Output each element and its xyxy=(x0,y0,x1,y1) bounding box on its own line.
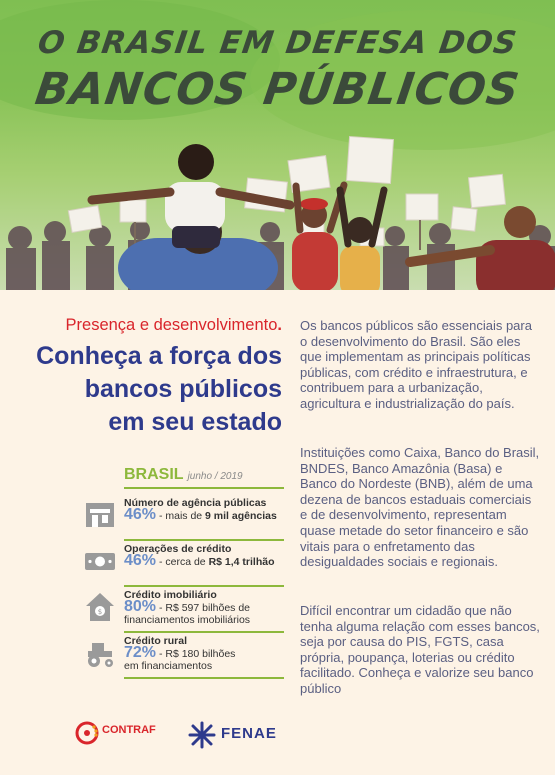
stat-rural xyxy=(84,635,284,673)
house-money-icon xyxy=(84,591,116,623)
stats-date: junho / 2019 xyxy=(187,471,243,482)
fenae-logo-text: FENAE xyxy=(221,725,277,742)
divider xyxy=(124,677,284,679)
divider xyxy=(124,585,284,587)
divider xyxy=(124,631,284,633)
hero-illustration xyxy=(0,0,555,290)
stat-label: Número de agência públicas xyxy=(124,497,267,509)
fenae-logo xyxy=(187,720,217,750)
paragraph-3: Difícil encontrar um cidadão que não tenha alguma relação com esses bancos, seja por causa do PIS, FGTS, casa própria, poupança, loterias ou crédito facilitado. Conheça e valorize seu banco público xyxy=(300,603,540,696)
stat-imobiliario xyxy=(84,589,284,627)
stat-label: Crédito rural xyxy=(124,635,188,647)
heading-line2: bancos públicos xyxy=(84,375,282,403)
money-bill-icon xyxy=(84,545,116,577)
contraf-logo-text: CONTRAF xyxy=(102,724,156,736)
stat-operacoes xyxy=(84,543,284,581)
hero-title-line1: O BRASIL EM DEFESA DOS xyxy=(35,25,520,61)
bank-building-icon xyxy=(84,499,116,531)
stat-agencias xyxy=(84,497,284,535)
stat-value: 46% - mais de 9 mil agências xyxy=(124,506,277,523)
subtitle-presenca xyxy=(0,316,282,335)
divider xyxy=(124,539,284,541)
stats-region: BRASIL xyxy=(124,466,184,483)
main-heading xyxy=(0,340,282,439)
hero-title-line2: BANCOS PÚBLICOS xyxy=(32,64,523,115)
footer-logos xyxy=(75,718,295,752)
stat-value: 80% - R$ 597 bilhões de financiamentos imobiliários xyxy=(124,598,251,626)
stat-label: Crédito imobiliário xyxy=(124,589,217,601)
paragraph-2: Instituições como Caixa, Banco do Brasil, BNDES, Banco Amazônia (Basa) e Banco do Nordeste (BNB), além de uma dezena de bancos estaduais comerciais e de desenvolvimento, representam quase metade do setor financeiro e são vitais para o enfretamento das desigualdades sociais e regionais. xyxy=(300,445,540,570)
stat-label: Operações de crédito xyxy=(124,543,232,555)
tractor-icon xyxy=(84,637,116,669)
heading-line1: Conheça a força dos xyxy=(36,342,282,370)
svg-text:$: $ xyxy=(97,608,103,616)
heading-line3: em seu estado xyxy=(108,408,282,436)
stats-panel xyxy=(84,466,284,673)
presenca-dot: . xyxy=(277,316,282,334)
stats-header xyxy=(84,466,284,489)
stat-value: 72% - R$ 180 bilhões em financiamentos xyxy=(124,644,236,672)
paragraph-1: Os bancos públicos são essenciais para o desenvolvimento do Brasil. São eles que implementam as principais políticas públicas, com crédito e infraestrutura, e contribuem para a urbanização, agricultura e industrialização do país. xyxy=(300,318,532,411)
stat-value: 46% - cerca de R$ 1,4 trilhão xyxy=(124,552,275,569)
presenca-text: Presença e desenvolvimento xyxy=(65,316,278,334)
divider xyxy=(124,487,284,489)
